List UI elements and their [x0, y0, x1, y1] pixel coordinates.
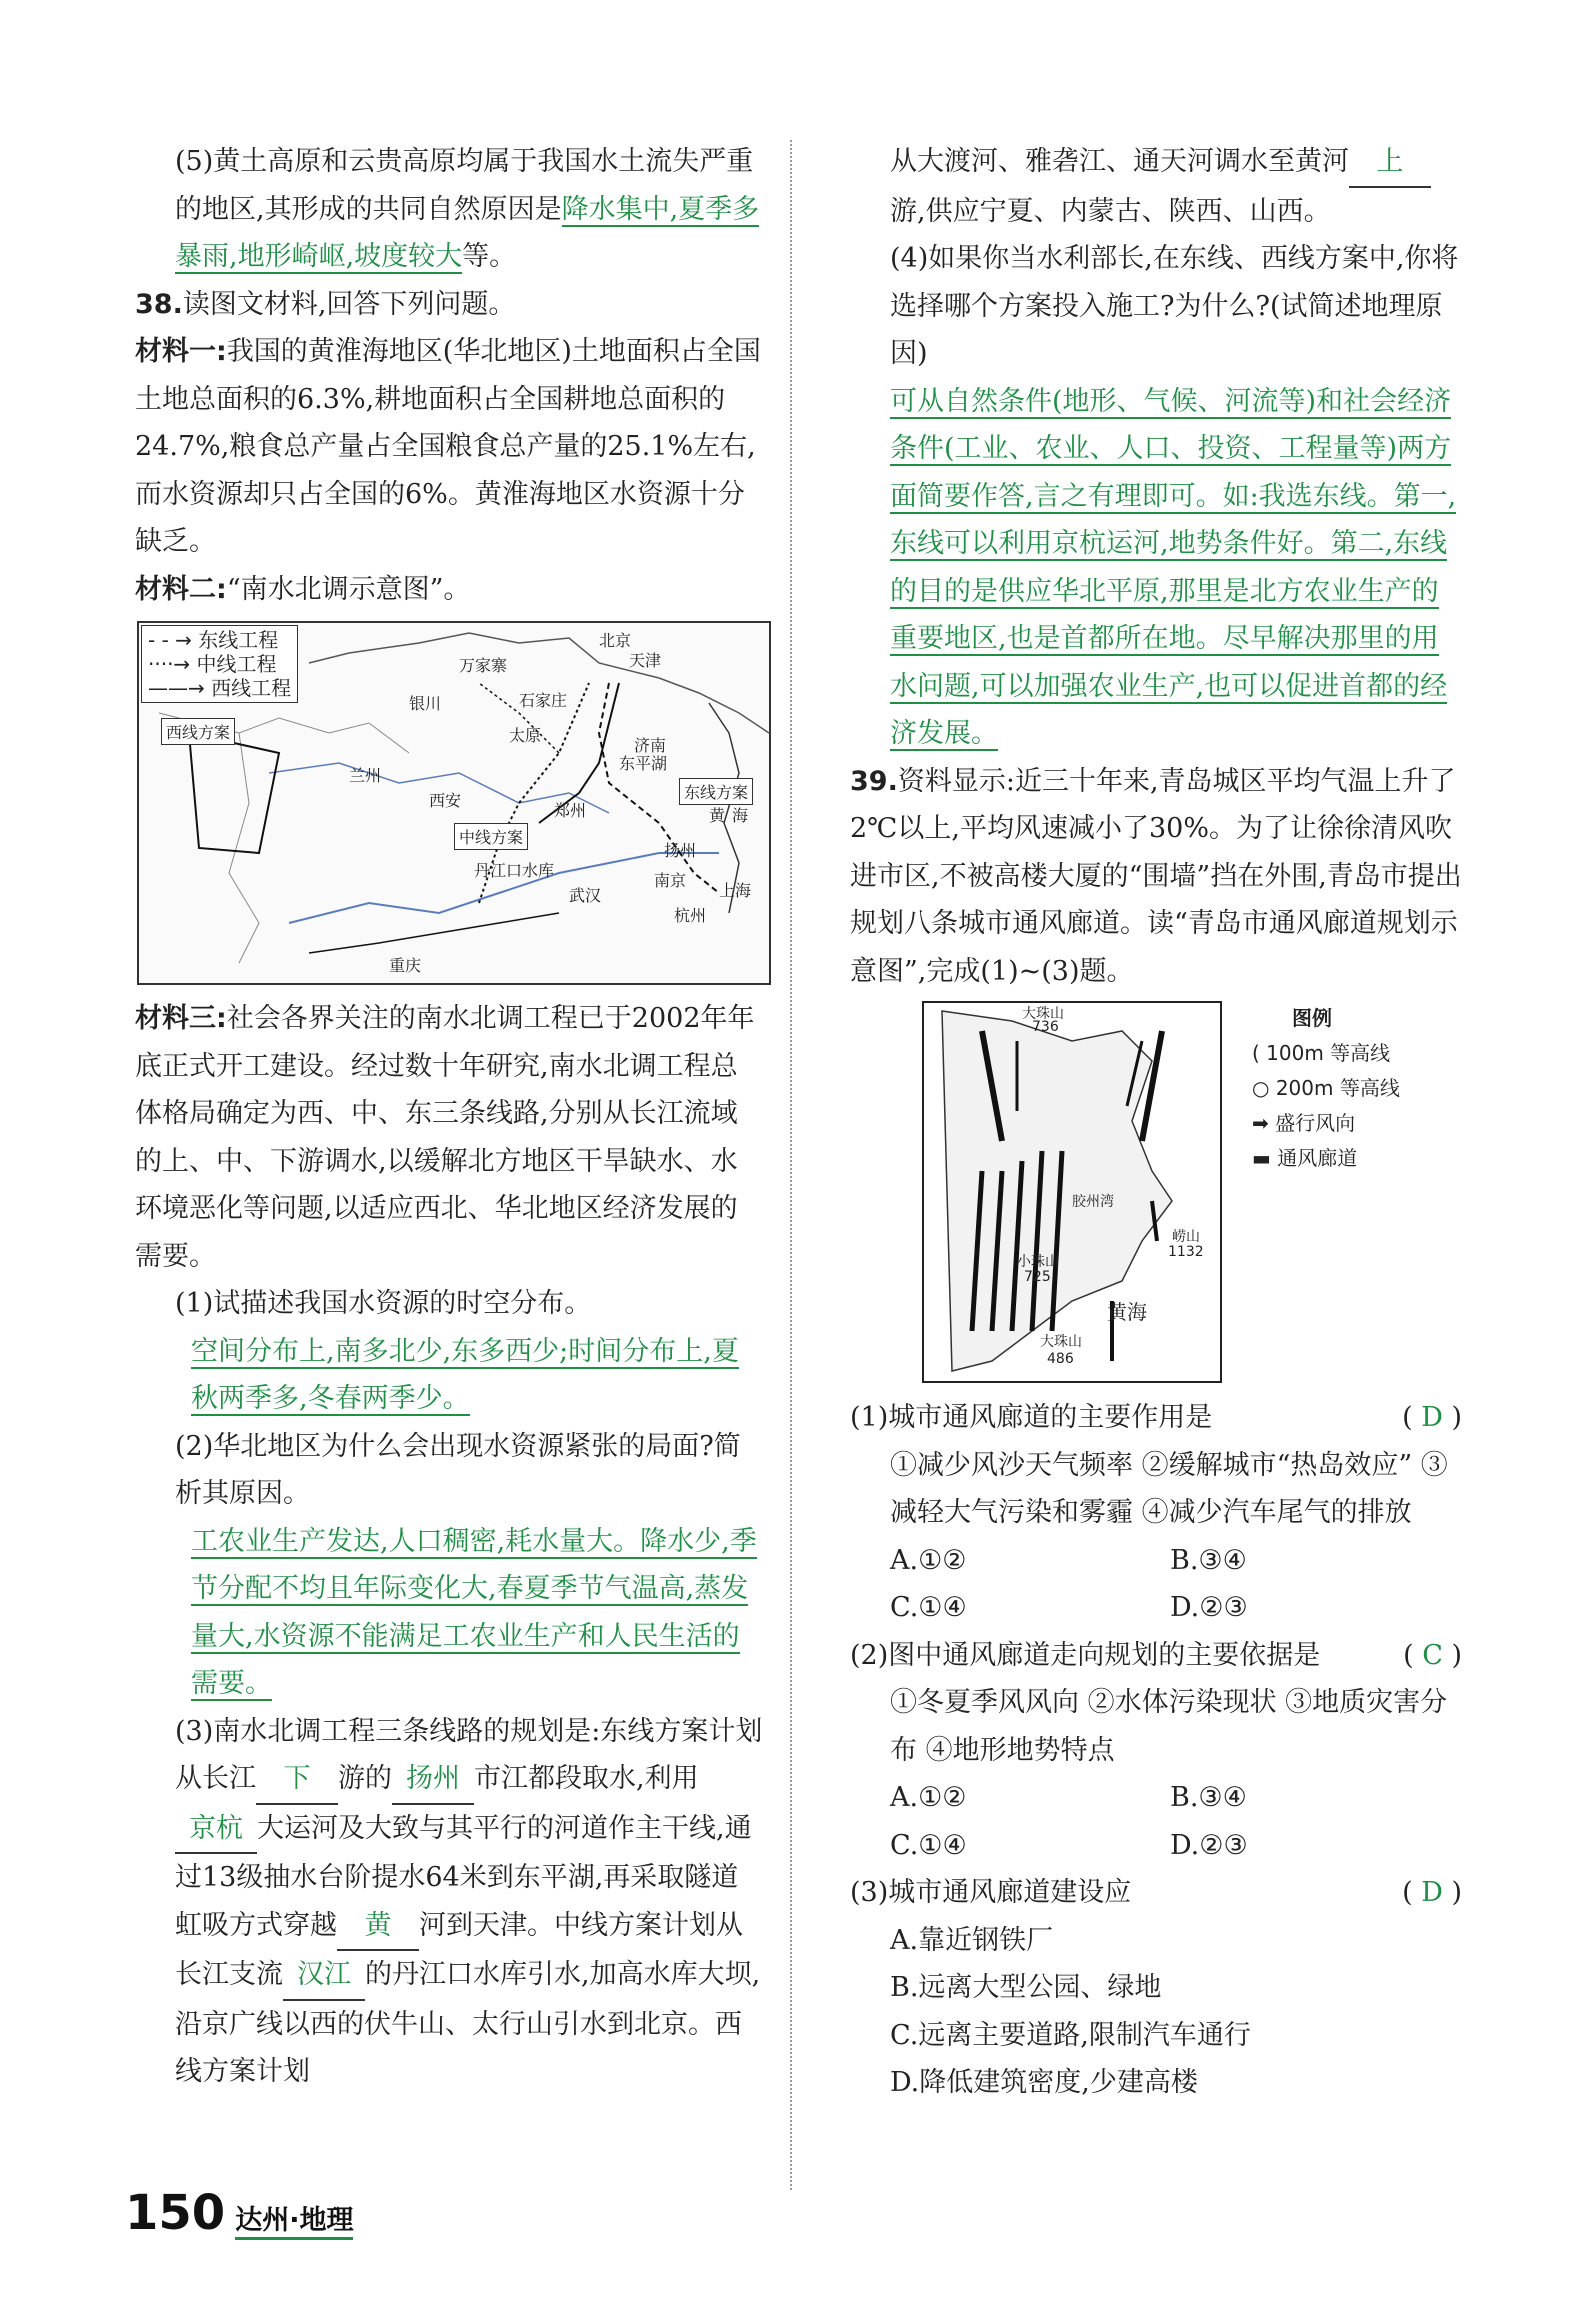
q38-1: (1)试描述我国水资源的时空分布。 [175, 1288, 592, 1319]
place-taiyuan: 太原 [509, 726, 542, 745]
q38-4-answer: 可从自然条件(地形、气候、河流等)和社会经济条件(工业、农业、人口、投资、工程量等)两方面简要作答,言之有理即可。如:我选东线。第一,东线可以利用京杭运河,地势条件好。第二,东线的目的是供应华北平原,那里是北方农业生产的重要地区,也是首都所在地。尽早解决那里的用水问题,可以加强农业生产,也可以促进首都的经济发展。 [890, 385, 1457, 749]
legend-wind: ➡ 盛行风向 [1252, 1111, 1356, 1135]
q39-3-option-d: D.降低建筑密度,少建高楼 [890, 2067, 1198, 2098]
tag-middle-plan: 中线方案 [454, 823, 528, 850]
left-column [135, 138, 763, 2096]
label-dazhushan-n: 大珠山 [1022, 1006, 1064, 1022]
place-beijing: 北京 [599, 631, 632, 650]
q39-1-options-cd: C.①④ D.②③ [890, 1592, 1248, 1623]
q39-3-option-c: C.远离主要道路,限制汽车通行 [890, 2019, 1251, 2051]
legend-east: - - → 东线工程 [148, 628, 279, 652]
map2-legend [1252, 1001, 1400, 1176]
legend-west: ——→ 西线工程 [148, 676, 292, 700]
place-nanjing: 南京 [654, 871, 687, 890]
q38-4: (4)如果你当水利部长,在东线、西线方案中,你将选择哪个方案投入施工?为什么?(试简述地理原因) [890, 243, 1459, 369]
legend-middle: ····→ 中线工程 [148, 652, 277, 676]
answer-choice: C [1422, 1639, 1443, 1671]
legend-corridor: ▬ 通风廊道 [1252, 1146, 1358, 1170]
q39-1-options-ab: A.①② B.③④ [890, 1544, 1247, 1576]
q38-2-answer: 工农业生产发达,人口稠密,耗水量大。降水少,季节分配不均且年际变化大,春夏季节气温高,蒸发量大,水资源不能满足工农业生产和人民生活的需要。 [191, 1525, 757, 1699]
label-dazhushan-s: 大珠山 [1040, 1334, 1082, 1350]
tag-west-plan: 西线方案 [161, 718, 235, 745]
q39-3-option-a: A.靠近钢铁厂 [890, 1924, 1054, 1956]
place-wanjiazhai: 万家寨 [459, 656, 508, 675]
q38-3: (3)南水北调工程三条线路的规划是:东线方案计划从长江 下 游的 扬州 市江都段取水,利用京杭 大运河及大致与其平行的河道作主干线,通过13级抽水台阶提水64米到东平湖,再采取隧道虹吸方式穿越 黄 河到天津。中线方案计划从长江支流 汉江 的丹江口水库引水,加高水库大坝,沿京广线以西的伏牛山、太行山引水到北京。西线方案计划 [175, 1715, 763, 2087]
right-column [850, 138, 1462, 2107]
blank-6: 上 [1349, 138, 1431, 188]
answer-choice: D [1421, 1402, 1443, 1433]
q39-1: (1)城市通风廊道的主要作用是 ( D ) [850, 1402, 1462, 1433]
south-north-water-map [137, 621, 771, 985]
place-chongqing: 重庆 [389, 956, 422, 975]
label-1132: 1132 [1168, 1244, 1204, 1260]
q39-2-options-cd: C.①④ D.②③ [890, 1829, 1248, 1861]
place-lanzhou: 兰州 [349, 766, 382, 785]
q38-1-answer: 空间分布上,南多北少,东多西少;时间分布上,夏秋两季多,冬春两季少。 [191, 1335, 739, 1414]
label-725: 725 [1024, 1269, 1051, 1285]
answer-text: 降水集中,夏季多暴雨,地形崎岖,坡度较大 [175, 193, 760, 272]
qingdao-ventilation-map [922, 1001, 1467, 1386]
legend-100m: ( 100m 等高线 [1252, 1041, 1391, 1065]
place-yangzhou: 扬州 [664, 841, 697, 860]
material-3: 材料三:社会各界关注的南水北调工程已于2002年年底正式开工建设。经过数十年研究,南水北调工程总体格局确定为西、中、东三条线路,分别从长江流域的上、中、下游调水,以缓解北方地区干旱缺水、水环境恶化等问题,以适应西北、华北地区经济发展的需要。 [135, 1003, 755, 1272]
place-dongpinghu: 东平湖 [619, 754, 668, 773]
place-wuhan: 武汉 [569, 886, 602, 905]
label-736: 736 [1032, 1019, 1059, 1035]
q39-2: (2)图中通风廊道走向规划的主要依据是 ( C ) [850, 1639, 1462, 1671]
blank-4: 黄 [337, 1902, 419, 1952]
legend-200m: ○ 200m 等高线 [1252, 1076, 1400, 1100]
place-hangzhou: 杭州 [674, 906, 707, 925]
label-laoshan: 崂山 [1172, 1229, 1200, 1245]
q37-5: (5)黄土高原和云贵高原均属于我国水土流失严重的地区,其形成的共同自然原因是降水集中,夏季多暴雨,地形崎岖,坡度较大等。 [175, 146, 760, 272]
tag-east-plan: 东线方案 [679, 778, 753, 805]
label-xiaozhushan: 小珠山 [1017, 1254, 1059, 1270]
column-divider [790, 140, 792, 2190]
place-huang: 黄 [709, 806, 726, 825]
label-huanghai: 黄海 [1107, 1300, 1147, 1324]
blank-3: 京杭 [175, 1805, 257, 1855]
q38-intro: 38.读图文材料,回答下列问题。 [135, 288, 516, 320]
place-xian: 西安 [429, 791, 462, 810]
page-number: 150 [125, 2185, 226, 2241]
legend-title: 图例 [1292, 1006, 1332, 1030]
place-yinchuan: 银川 [409, 694, 442, 713]
q39-intro: 39.资料显示:近三十年来,青岛城区平均气温上升了2℃以上,平均风速减小了30%。为了让徐徐清风吹进市区,不被高楼大厦的“围墙”挡在外围,青岛市提出规划八条城市通风廊道。读“青岛市通风廊道规划示意图”,完成(1)~(3)题。 [850, 765, 1462, 987]
q39-2-items: ①冬夏季风风向 ②水体污染现状 ③地质灾害分布 ④地形地势特点 [890, 1687, 1448, 1766]
place-danjiangkou: 丹江口水库 [474, 861, 555, 880]
place-shanghai: 上海 [719, 881, 752, 900]
blank-1: 下 [256, 1755, 338, 1805]
place-tianjin: 天津 [629, 651, 662, 670]
book-brand: 达州·地理 [235, 2198, 353, 2240]
q38-3-continued: 从大渡河、雅砻江、通天河调水至黄河 上游,供应宁夏、内蒙古、陕西、山西。 [850, 138, 1462, 235]
q39-3: (3)城市通风廊道建设应 ( D ) [850, 1877, 1462, 1908]
q39-3-option-b: B.远离大型公园、绿地 [890, 1972, 1162, 2003]
answer-choice: D [1421, 1877, 1443, 1908]
label-jiaozhouwan: 胶州湾 [1072, 1194, 1114, 1210]
label-486: 486 [1047, 1351, 1074, 1367]
page-footer [125, 2185, 353, 2241]
map-legend [141, 625, 298, 703]
q39-2-options-ab: A.①② B.③④ [890, 1782, 1247, 1813]
place-jinan: 济南 [634, 736, 667, 755]
blank-2: 扬州 [392, 1755, 474, 1805]
blank-5: 汉江 [283, 1951, 365, 2001]
material-2: 材料二:“南水北调示意图”。 [135, 573, 471, 605]
place-shijiazhuang: 石家庄 [519, 691, 568, 710]
q38-2: (2)华北地区为什么会出现水资源紧张的局面?简析其原因。 [175, 1430, 741, 1509]
material-1: 材料一:我国的黄淮海地区(华北地区)土地面积占全国土地总面积的6.3%,耕地面积占全国耕地总面积的24.7%,粮食总产量占全国粮食总产量的25.1%左右,而水资源却只占全国的6%。黄淮海地区水资源十分缺乏。 [135, 336, 761, 557]
q39-1-items: ①减少风沙天气频率 ②缓解城市“热岛效应” ③减轻大气污染和雾霾 ④减少汽车尾气的排放 [890, 1449, 1448, 1528]
place-zhengzhou: 郑州 [554, 801, 587, 820]
place-hai: 海 [732, 806, 749, 825]
